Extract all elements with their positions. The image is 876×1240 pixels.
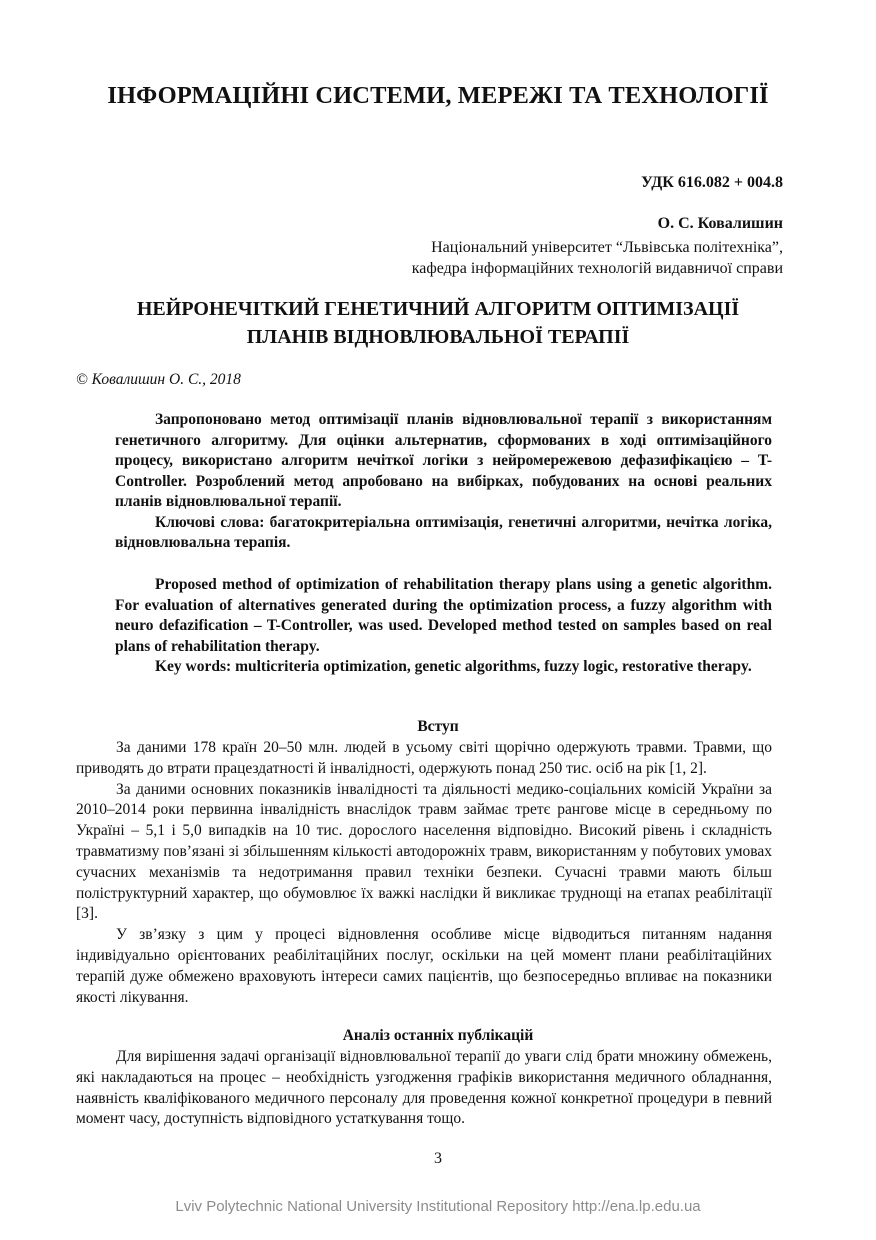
- page-number: 3: [434, 1150, 442, 1167]
- paragraph: У зв’язку з цим у процесі відновлення особливе місце відводиться питанням надання індивідуально орієнтованих реабілітаційних послуг, оскільки на цей момент плани реабілітаційних терапій дуже обмежено враховують інтереси самих пацієнтів, що безпосередньо впливає на показники якості лікування.: [76, 926, 772, 1006]
- author-affiliation: [412, 237, 783, 279]
- abstract-en-text: Proposed method of optimization of rehabilitation therapy plans using a genetic algorithm. For evaluation of alternatives generated during the optimization process, a fuzzy algorithm with neuro defazification – T-Controller, was used. Developed method tested on samples based on real plans of rehabilitation therapy.: [115, 576, 772, 655]
- paragraph: Для вирішення задачі організації відновлювальної терапії до уваги слід брати множину обмежень, які накладаються на процес – необхідність узгодження графіків використання медичного обладнання, наявність кваліфікованого медичного персоналу для проведення кожної конкретної процедури в певний момент часу, доступність відповідного устаткування тощо.: [76, 1048, 772, 1128]
- abstract-ua-keywords: Ключові слова: багатокритеріальна оптимізація, генетичні алгоритми, нечітка логіка, відновлювальна терапія.: [115, 513, 772, 551]
- abstract-ua-text: Запропоновано метод оптимізації планів відновлювальної терапії з використанням генетичного алгоритму. Для оцінки альтернатив, сформованих в ході оптимізаційного процесу, використано алгоритм нечіткої логіки з нейромережевою дефазифікацією – T-Controller. Розроблений метод апробовано на вибірках, побудованих на основі реальних планів відновлювальної терапії.: [115, 411, 772, 510]
- paragraph: За даними 178 країн 20–50 млн. людей в усьому світі щорічно одержують травми. Травми, що приводять до втрати працездатності й інвалідності, одержують понад 250 тис. осіб на рік [1, 2].: [76, 739, 772, 777]
- section-heading-introduction: Вступ: [417, 718, 459, 735]
- copyright-notice: © Ковалишин О. С., 2018: [76, 371, 241, 388]
- paper-title: [0, 295, 876, 351]
- udk-code: УДК 616.082 + 004.8: [641, 174, 783, 191]
- section-introduction-body: [76, 738, 772, 1008]
- abstract-english: [115, 575, 772, 678]
- repository-footer: Lviv Polytechnic National University Institutional Repository http://ena.lp.edu.ua: [175, 1198, 701, 1215]
- paragraph: За даними основних показників інвалідності та діяльності медико-соціальних комісій України за 2010–2014 роки первинна інвалідність внаслідок травм займає третє рангове місце в середньому по Україні – 5,1 і 5,0 випадків на 10 тис. дорослого населення відповідно. Високий рівень і складність травматизму пов’язані зі збільшенням кількості автодорожніх травм, використанням у побутових умовах сучасних механізмів та недотримання правил техніки безпеки. Сучасні травми мають більш поліструктурний характер, що обумовлює їх важкі наслідки й викликає труднощі на етапах реабілітації [3].: [76, 780, 772, 923]
- affiliation-department: кафедра інформаційних технологій видавничої справи: [411, 260, 783, 277]
- title-line-1: НЕЙРОНЕЧІТКИЙ ГЕНЕТИЧНИЙ АЛГОРИТМ ОПТИМІЗАЦІЇ: [136, 298, 740, 320]
- abstract-ukrainian: [115, 410, 772, 554]
- section-heading-literature-review: Аналіз останніх публікацій: [342, 1027, 534, 1044]
- title-line-2: ПЛАНІВ ВІДНОВЛЮВАЛЬНОЇ ТЕРАПІЇ: [246, 326, 630, 348]
- affiliation-university: Національний університет “Львівська політехніка”,: [431, 239, 783, 256]
- journal-section-header: ІНФОРМАЦІЙНІ СИСТЕМИ, МЕРЕЖІ ТА ТЕХНОЛОГІЇ: [107, 82, 769, 109]
- section-literature-review-body: [76, 1047, 772, 1130]
- abstract-en-keywords: Key words: multicriteria optimization, genetic algorithms, fuzzy logic, restorative therapy.: [155, 658, 752, 675]
- author-name: О. С. Ковалишин: [657, 215, 783, 232]
